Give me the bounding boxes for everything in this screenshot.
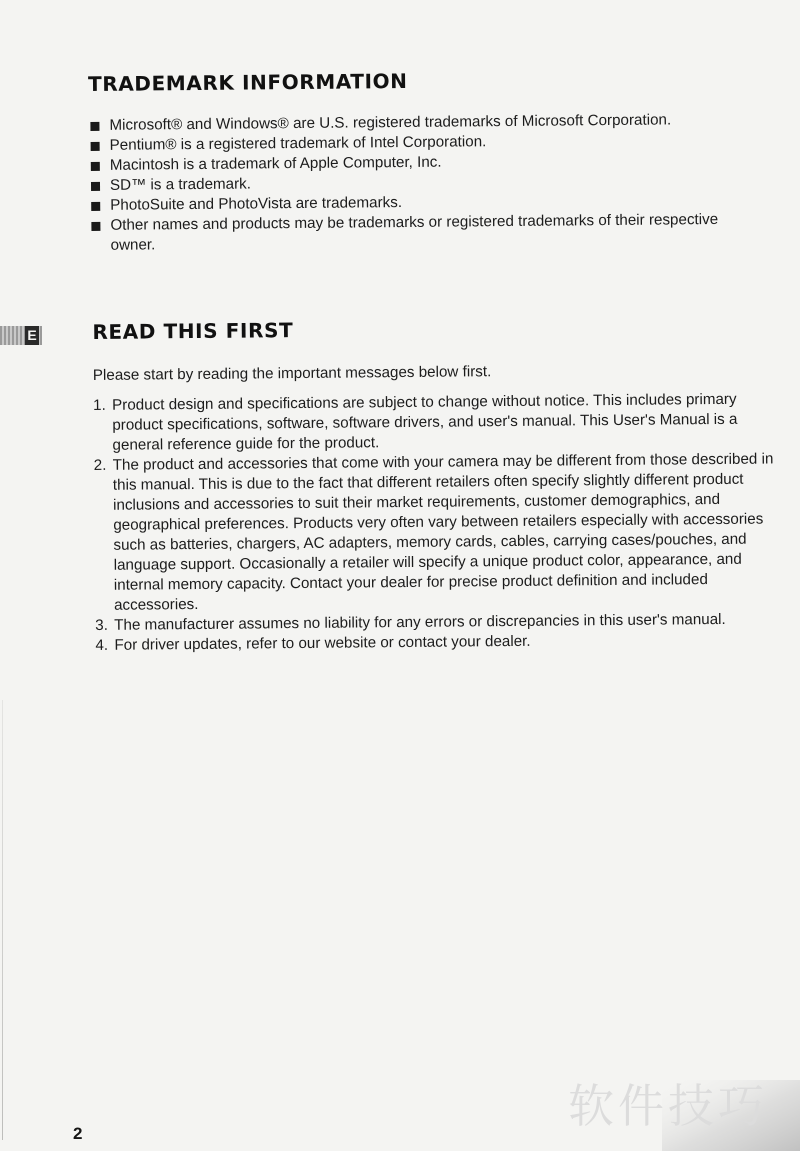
item-number: 1. [93, 396, 106, 414]
square-bullet-icon [91, 202, 100, 211]
read-first-intro: Please start by reading the important messages below first. [92, 363, 492, 384]
item-text: For driver updates, refer to our website or contact your dealer. [114, 632, 531, 654]
read-first-heading: READ THIS FIRST [92, 318, 294, 344]
trademark-item-text: PhotoSuite and PhotoVista are trademarks. [110, 194, 403, 214]
trademark-item-text: Macintosh is a trademark of Apple Computer, Inc. [109, 153, 442, 174]
side-tab-letter: E [25, 326, 39, 345]
item-number: 2. [93, 456, 107, 474]
square-bullet-icon [91, 162, 100, 171]
item-text: The product and accessories that come with your camera may be different from those described in this manual. This is due to the fact that different retailers often specify slightly different product inclusions and accessories to suit their market requirements, customer demographics, and geographical preferences. Products very often vary between retailers especially with accessories such as batteries, chargers, AC adapters, memory cards, cables, carrying cases/pouches, and language support. Occasionally a retailer will specify a unique product color, appearance, and internal memory capacity. Contact your dealer for precise product definition and included accessories. [112, 450, 774, 614]
read-first-list [93, 389, 779, 656]
watermark-graphic [566, 1062, 800, 1151]
square-bullet-icon [91, 182, 100, 191]
trademark-item-text: Other names and products may be trademarks or registered trademarks of their respective owner. [110, 210, 719, 254]
square-bullet-icon [91, 142, 100, 151]
scan-edge-shadow [2, 700, 3, 1140]
trademark-item [91, 210, 741, 256]
trademark-heading: TRADEMARK INFORMATION [87, 68, 408, 97]
trademark-item-text: Microsoft® and Windows® are U.S. registered trademarks of Microsoft Corporation. [109, 111, 672, 134]
read-first-item [94, 449, 780, 616]
square-bullet-icon [90, 122, 99, 131]
read-first-item [93, 389, 778, 456]
square-bullet-icon [91, 222, 100, 231]
language-side-tab [0, 326, 42, 345]
trademark-list [90, 110, 741, 256]
item-number: 3. [95, 616, 108, 634]
page-number: 2 [73, 1124, 83, 1143]
site-watermark [566, 1062, 800, 1151]
item-text: Product design and specifications are subject to change without notice. This includes primary product specifications, software, software drivers, and user's manual. This User's Manual is a general reference guide for the product. [112, 390, 738, 454]
item-number: 4. [95, 636, 109, 654]
trademark-item-text: SD™ is a trademark. [109, 175, 252, 194]
watermark-text: 软件技巧 [568, 1079, 768, 1133]
item-text: The manufacturer assumes no liability for any errors or discrepancies in this user's manual. [114, 610, 726, 634]
trademark-item-text: Pentium® is a registered trademark of Intel Corporation. [109, 133, 487, 154]
